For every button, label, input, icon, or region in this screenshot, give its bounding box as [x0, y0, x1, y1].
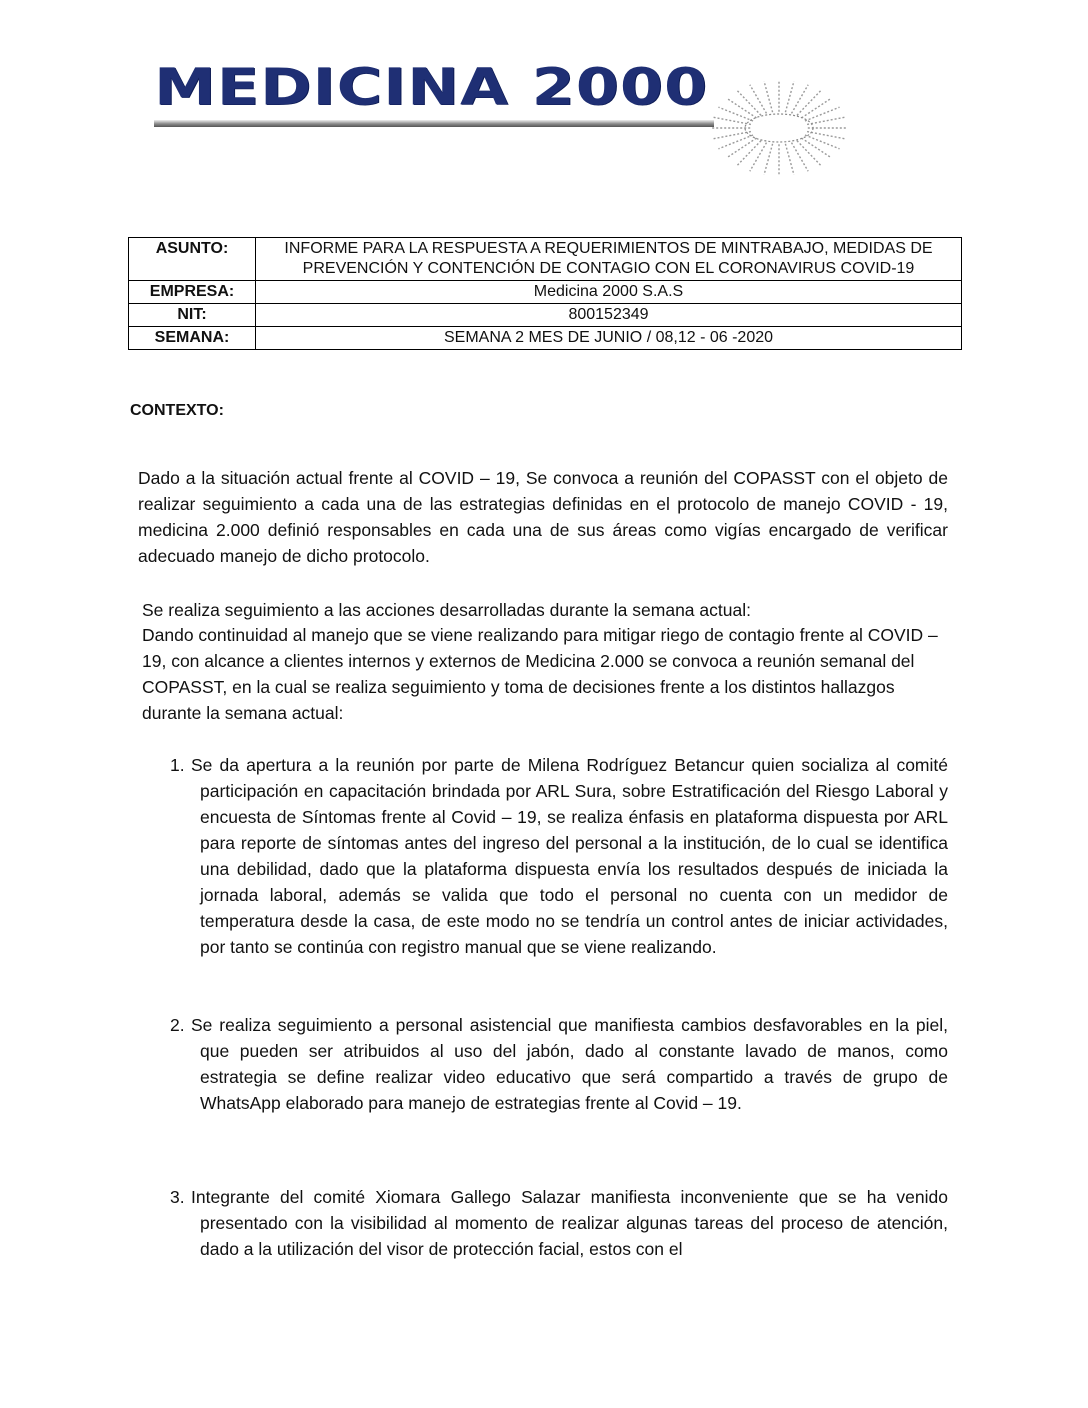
- item-number: 2.: [170, 1015, 185, 1035]
- section-heading: CONTEXTO:: [130, 402, 224, 419]
- table-row: [129, 281, 962, 304]
- company-logo: [154, 56, 854, 175]
- logo-underline-bar: [154, 120, 714, 127]
- row-value: Medicina 2000 S.A.S: [256, 281, 962, 304]
- list-item: [170, 1012, 948, 1116]
- list-item: [170, 752, 948, 960]
- row-value: INFORME PARA LA RESPUESTA A REQUERIMIENTOS DE MINTRABAJO, MEDIDAS DE PREVENCIÓN Y CONTENCIÓN DE CONTAGIO CON EL CORONAVIRUS COVID-19: [256, 238, 962, 281]
- item-number: 3.: [170, 1187, 185, 1207]
- report-info-table: [128, 237, 962, 350]
- followup-paragraph: Dando continuidad al manejo que se viene realizando para mitigar riego de contagio frente al COVID – 19, con alcance a clientes internos y externos de Medicina 2.000 se convoca a reunión semanal del COPASST, en la cual se realiza seguimiento y toma de decisiones frente a los distintos hallazgos durante la semana actual:: [142, 625, 938, 723]
- table-row: [129, 327, 962, 350]
- table-row: [129, 304, 962, 327]
- row-label: NIT:: [129, 304, 256, 327]
- row-label: ASUNTO:: [129, 238, 256, 281]
- item-text: Se da apertura a la reunión por parte de Milena Rodríguez Betancur quien socializa al comité participación en capacitación brindada por ARL Sura, sobre Estratificación del Riesgo Laboral y encuesta de Síntomas frente al Covid – 19, se realiza énfasis en plataforma dispuesta por ARL para reporte de síntomas antes del ingreso del personal a la institución, de lo cual se identifica una debilidad, dado que la plataforma dispuesta envía los resultados después de iniciada la jornada laboral, además se valida que todo el personal no cuenta con un medidor de temperatura desde la casa, de este modo no se tendría un control antes de iniciar actividades, por tanto se continúa con registro manual que se viene realizando.: [191, 755, 948, 957]
- item-number: 1.: [170, 755, 185, 775]
- row-label: SEMANA:: [129, 327, 256, 350]
- row-value: 800152349: [256, 304, 962, 327]
- row-value: SEMANA 2 MES DE JUNIO / 08,12 - 06 -2020: [256, 327, 962, 350]
- logo-wordmark: MEDICINA 2000: [154, 56, 709, 117]
- row-label: EMPRESA:: [129, 281, 256, 304]
- list-item: [170, 1184, 948, 1262]
- table-row: [129, 238, 962, 281]
- followup-title: Se realiza seguimiento a las acciones desarrolladas durante la semana actual:: [142, 600, 751, 620]
- sunburst-logo-icon: [699, 70, 849, 180]
- item-text: Se realiza seguimiento a personal asistencial que manifiesta cambios desfavorables en la piel, que pueden ser atribuidos al uso del jabón, dado al constante lavado de manos, como estrategia se define realizar video educativo que será compartido a través de grupo de WhatsApp elaborado para manejo de estrategias frente al Covid – 19.: [191, 1015, 948, 1113]
- intro-paragraph: Dado a la situación actual frente al COVID – 19, Se convoca a reunión del COPASST con el objeto de realizar seguimiento a cada una de las estrategias definidas en el protocolo de manejo COVID - 19, medicina 2.000 definió responsables en cada una de sus áreas como vigías encargado de verificar adecuado manejo de dicho protocolo.: [138, 468, 948, 566]
- item-text: Integrante del comité Xiomara Gallego Salazar manifiesta inconveniente que se ha venido presentado con la visibilidad al momento de realizar algunas tareas del proceso de atención, dado a la utilización del visor de protección facial, estos con el: [191, 1187, 948, 1259]
